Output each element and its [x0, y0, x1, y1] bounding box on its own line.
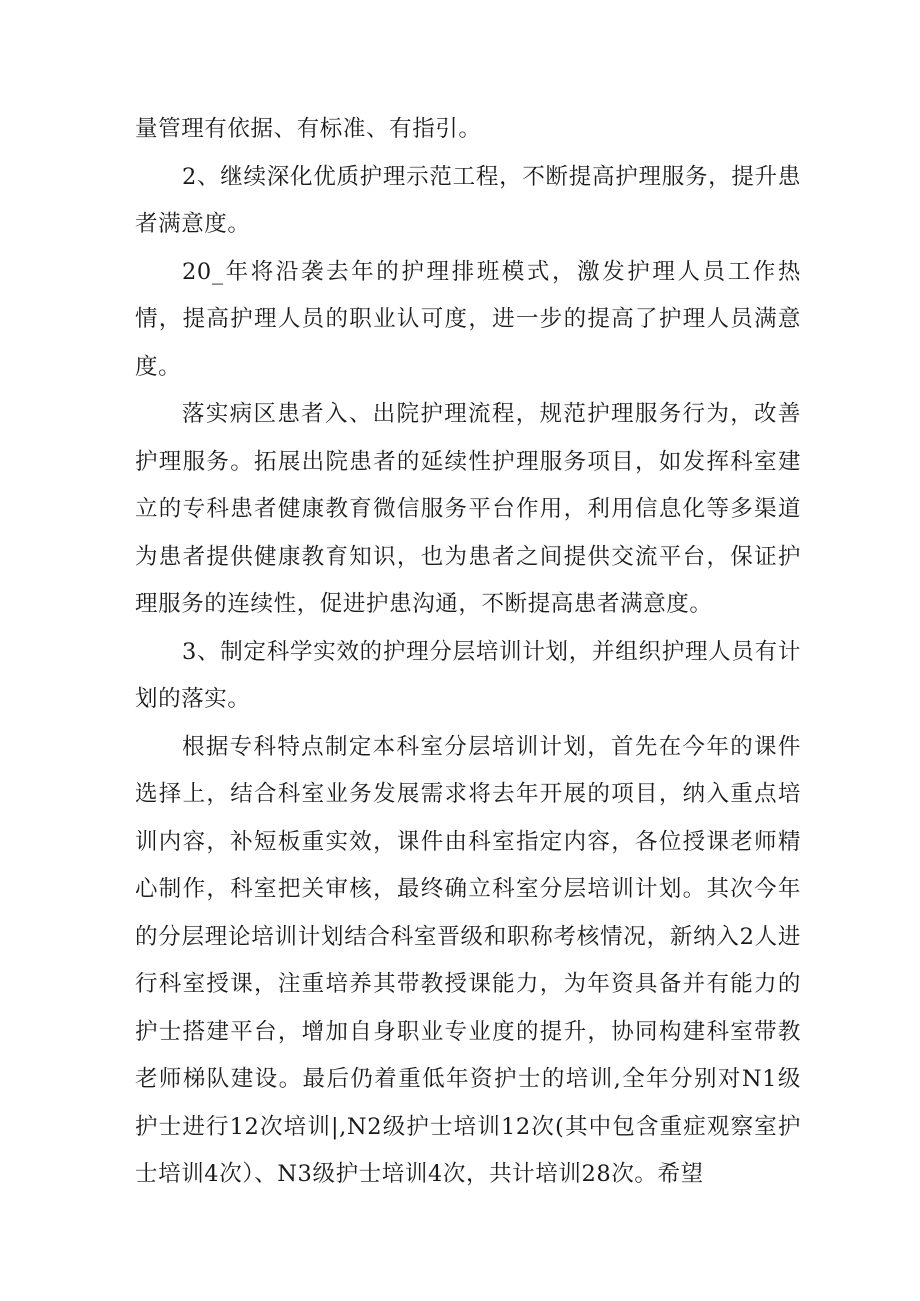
paragraph-6: 根据专科特点制定本科室分层培训计划，首先在今年的课件选择上，结合科室业务发展需求将去年开展的项目，纳入重点培训内容，补短板重实效，课件由科室指定内容，各位授课老师精心制作，科室把关审核，最终确立科室分层培训计划。其次今年的分层理论培训计划结合科室晋级和职称考核情况，新纳入2人进行科室授课，注重培养其带教授课能力，为年资具备并有能力的护士搭建平台，增加自身职业专业度的提升，协同构建科室带教老师梯队建设。最后仍着重低年资护士的培训,全年分别对N1级护士进行12次培训|,N2级护士培训12次(其中包含重症观察室护士培训4次）、N3级护士培训4次，共计培训28次。希望	[135, 733, 801, 1187]
paragraph-4: 落实病区患者入、出院护理流程，规范护理服务行为，改善护理服务。拓展出院患者的延续性护理服务项目，如发挥科室建立的专科患者健康教育微信服务平台作用，利用信息化等多渠道为患者提供健康教育知识，也为患者之间提供交流平台，保证护理服务的连续性，促进护患沟通，不断提高患者满意度。	[135, 401, 801, 617]
paragraph-1: 量管理有依据、有标准、有指引。	[135, 116, 482, 142]
paragraph-2: 2、继续深化优质护理示范工程，不断提高护理服务，提升患者满意度。	[135, 163, 801, 237]
document-body	[135, 106, 801, 1199]
paragraph-3: 20_年将沿袭去年的护理排班模式，激发护理人员工作热情，提高护理人员的职业认可度，进一步的提高了护理人员满意度。	[135, 258, 801, 380]
paragraph-5: 3、制定科学实效的护理分层培训计划，并组织护理人员有计划的落实。	[135, 638, 801, 712]
